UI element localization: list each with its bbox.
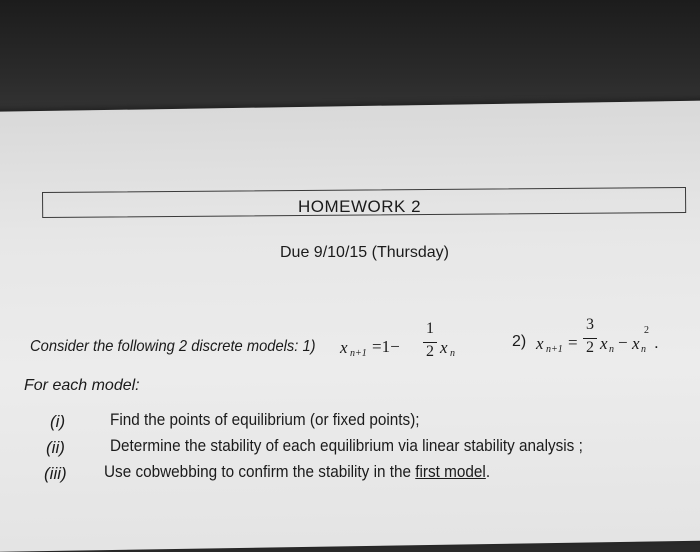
eq2-rhs-var: x <box>600 334 608 353</box>
eq2-period: . <box>654 333 659 352</box>
item-3-text-before: Use cobwebbing to confirm the stability in the <box>104 462 416 481</box>
eq2-sq-var: x <box>632 334 640 353</box>
eq1-frac-den: 2 <box>426 343 434 360</box>
eq1-frac-num: 1 <box>426 320 434 337</box>
eq1-rhs-var: x <box>440 338 448 357</box>
eq2-label: 2) <box>512 333 527 350</box>
eq2-sq-sup: 2 <box>644 325 649 336</box>
eq1-rhs-sub: n <box>450 348 455 359</box>
item-2-text: Determine the stability of each equilibrium via linear stability analysis ; <box>110 436 583 455</box>
homework-title: HOMEWORK 2 <box>298 197 422 216</box>
eq2-sq-sub: n <box>641 344 646 355</box>
due-date: Due 9/10/15 (Thursday) <box>280 244 449 261</box>
item-3-first-model: first model <box>415 462 486 481</box>
for-each-heading: For each model: <box>24 377 140 394</box>
item-3-text-after: . <box>485 462 491 481</box>
item-1-number: (i) <box>50 412 66 431</box>
eq2-frac-den: 2 <box>586 339 594 356</box>
eq1-rhs-prefix: =1− <box>372 337 400 356</box>
eq1-lhs-sub: n+1 <box>350 348 367 359</box>
item-1-text: Find the points of equilibrium (or fixed points); <box>110 410 420 429</box>
eq1-lhs: x <box>340 338 348 357</box>
equation-1 <box>340 318 490 368</box>
eq2-rhs-sub: n <box>609 344 614 355</box>
eq2-equals: = <box>568 333 578 352</box>
eq2-frac-num: 3 <box>586 316 594 333</box>
eq2-lhs: x <box>536 334 544 353</box>
item-3-number: (iii) <box>44 464 67 483</box>
equation-2 <box>512 316 682 366</box>
models-prompt: Consider the following 2 discrete models: 1) <box>30 338 316 355</box>
item-2-number: (ii) <box>46 438 65 457</box>
eq2-lhs-sub: n+1 <box>546 344 563 355</box>
eq2-minus: − <box>618 333 628 352</box>
item-3-text <box>104 462 490 482</box>
